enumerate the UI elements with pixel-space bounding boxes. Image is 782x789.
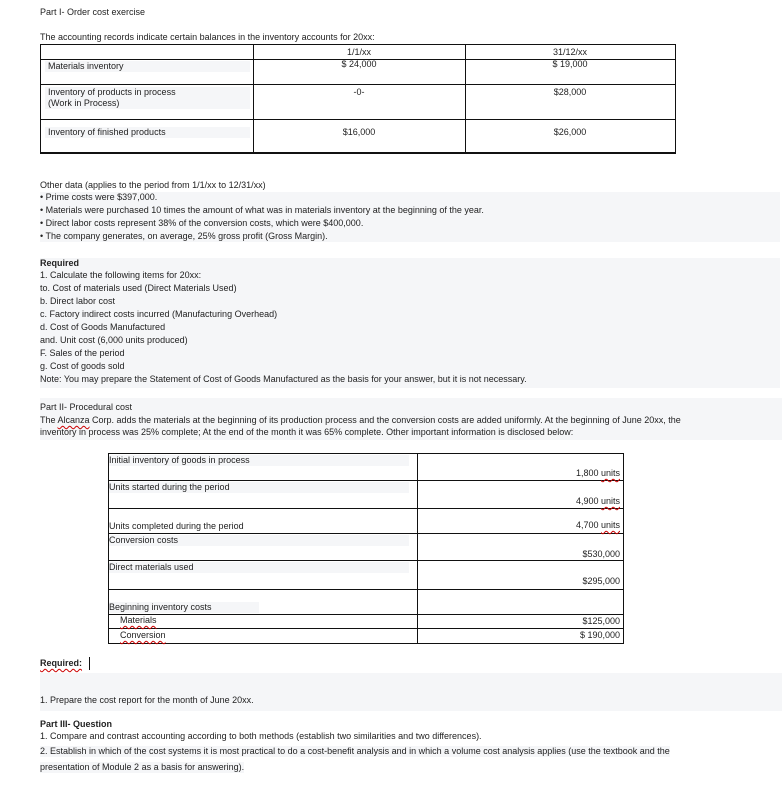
part3-question-2-line1: 2. Establish in which of the cost systems it is most practical to do a cost-benefit analysis and in which a volume cost analysis applies (use the textbook and the [40, 746, 670, 756]
row-start-value: -0- [353, 87, 365, 97]
part1-title: Part I- Order cost exercise [40, 7, 146, 17]
company-name: Alcanza [57, 415, 90, 425]
units-completed-value: 4,700 units [575, 520, 620, 530]
conversion-costs-label: Conversion costs [109, 535, 409, 546]
part2-title: Part II- Procedural cost [40, 402, 133, 412]
row-end-value: $ 19,000 [552, 59, 588, 69]
text-cursor [89, 657, 90, 670]
beginning-conversion-value: $ 190,000 [579, 630, 620, 640]
row-label: Materials inventory [45, 61, 250, 72]
beginning-materials-label: Materials [120, 615, 157, 625]
bullet: • The company generates, on average, 25% gross profit (Gross Margin). [40, 231, 328, 241]
required-note: Note: You may prepare the Statement of Cost of Goods Manufactured as the basis for your answer, but it is not necessary. [40, 374, 527, 384]
beginning-conversion-label: Conversion [120, 630, 166, 640]
part1-intro: The accounting records indicate certain balances in the inventory accounts for 20xx: [40, 32, 375, 42]
required-heading: Required [40, 258, 80, 268]
required-item: d. Cost of Goods Manufactured [40, 322, 166, 332]
bullet: • Direct labor costs represent 38% of the conversion costs, which were $400,000. [40, 218, 364, 228]
initial-inventory-value: 1,800 units [575, 468, 620, 478]
row-label: Inventory of finished products [45, 127, 250, 138]
initial-inventory-label: Initial inventory of goods in process [109, 455, 409, 466]
row-start-value: $16,000 [342, 127, 376, 137]
required-item: c. Factory indirect costs incurred (Manufacturing Overhead) [40, 309, 278, 319]
row-end-value: $28,000 [553, 87, 587, 97]
conversion-costs-value: $530,000 [582, 549, 620, 559]
part3-title: Part III- Question [40, 719, 113, 729]
header-end-date: 31/12/xx [552, 47, 588, 57]
bullet: • Prime costs were $397,000. [40, 192, 158, 202]
part2-required-item: 1. Prepare the cost report for the month of June 20xx. [40, 695, 254, 705]
header-start-date: 1/1/xx [346, 47, 371, 57]
bullet: • Materials were purchased 10 times the amount of what was in materials inventory at the beginning of the year. [40, 205, 484, 215]
required-item: 1. Calculate the following items for 20xx: [40, 270, 202, 280]
row-label-sub: (Work in Process) [45, 98, 250, 109]
row-end-value: $26,000 [553, 127, 587, 137]
required-item: F. Sales of the period [40, 348, 125, 358]
units-started-value: 4,900 units [575, 496, 620, 506]
units-completed-label: Units completed during the period [109, 521, 244, 531]
part2-paragraph-line2: inventory in process was 25% complete; At the end of the month it was 65% complete. Other important information is disclosed below: [40, 427, 574, 437]
direct-materials-value: $295,000 [582, 576, 620, 586]
required-item: and. Unit cost (6,000 units produced) [40, 335, 188, 345]
part2-required-heading: Required: [40, 658, 83, 668]
units-started-label: Units started during the period [109, 482, 409, 493]
part3-question-2-line2: presentation of Module 2 as a basis for answering). [40, 762, 245, 772]
required-item: to. Cost of materials used (Direct Materials Used) [40, 283, 237, 293]
other-data-title: Other data (applies to the period from 1/1/xx to 12/31/xx) [40, 180, 266, 190]
required-item: b. Direct labor cost [40, 296, 116, 306]
part3-question-1: 1. Compare and contrast accounting according to both methods (establish two similarities and two differences). [40, 731, 482, 741]
part2-paragraph-line1: The Alcanza Corp. adds the materials at the beginning of its production process and the conversion costs are added uniformly. At the beginning of June 20xx, the [40, 415, 681, 425]
row-start-value: $ 24,000 [341, 59, 377, 69]
direct-materials-label: Direct materials used [109, 562, 409, 573]
row-label: Inventory of products in process [45, 87, 250, 98]
beginning-materials-value: $125,000 [582, 616, 620, 626]
beginning-inventory-label: Beginning inventory costs [109, 602, 259, 613]
required-item: g. Cost of goods sold [40, 361, 125, 371]
